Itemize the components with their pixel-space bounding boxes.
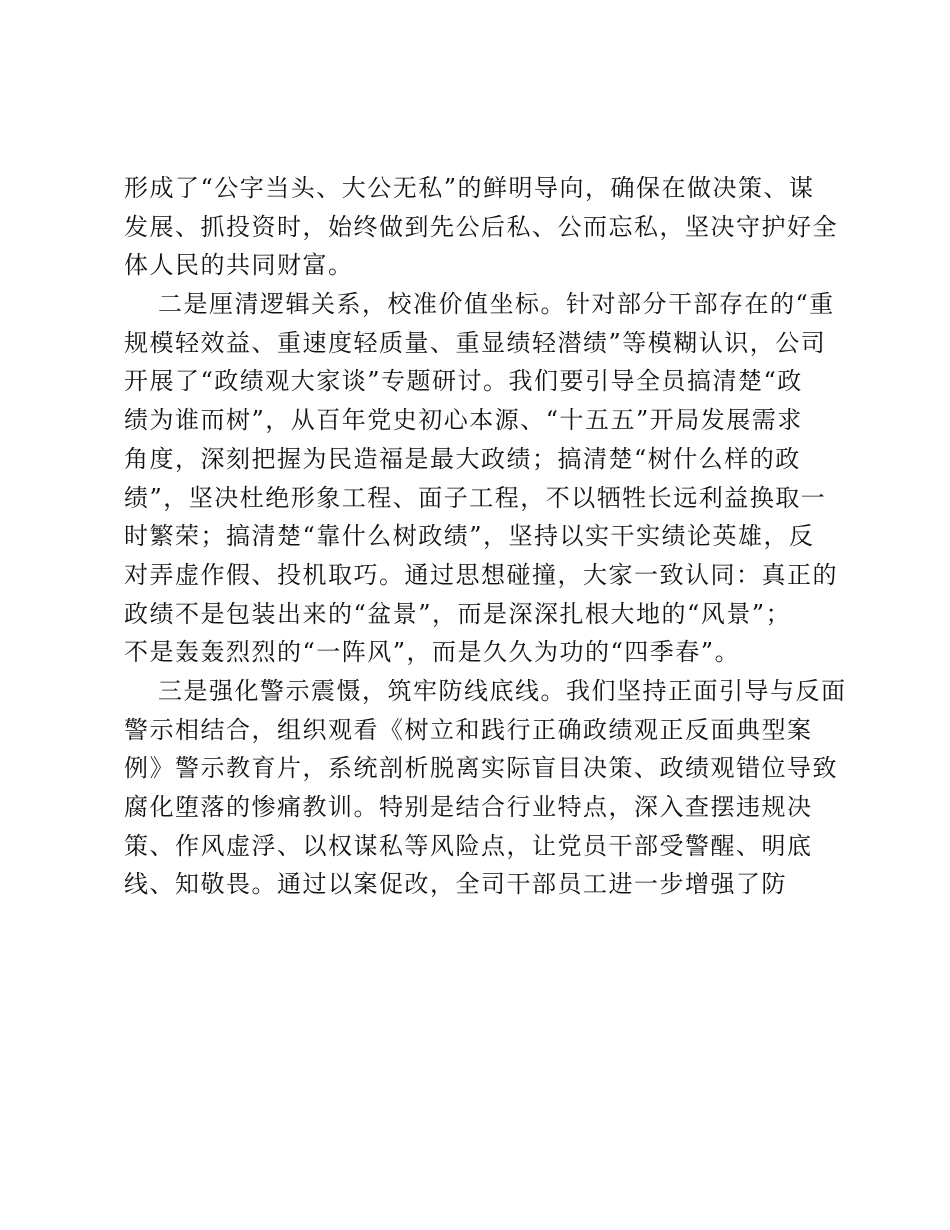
text-line: 规模轻效益、重速度轻质量、重显绩轻潜绩”等模糊认识，公司	[124, 328, 827, 357]
paragraph-3-first-line: 三是强化警示震慑，筑牢防线底线。我们坚持正面引导与反面	[158, 676, 847, 705]
text-line: 发展、抓投资时，始终做到先公后私、公而忘私，坚决守护好全	[124, 212, 838, 241]
text-line: 腐化堕落的惨痛教训。特别是结合行业特点，深入查摆违规决	[124, 793, 813, 821]
text-line: 警示相结合，组织观看《树立和践行正确政绩观正反面典型案	[124, 715, 813, 744]
text-line: 绩为谁而树”，从百年党史初心本源、“十五五”开局发展需求	[124, 406, 803, 435]
text-line: 开展了“政绩观大家谈”专题研讨。我们要引导全员搞清楚“政	[124, 367, 803, 396]
text-line: 体人民的共同财富。	[124, 251, 354, 280]
paragraph-2-first-line: 二是厘清逻辑关系，校准价值坐标。针对部分干部存在的“重	[158, 290, 835, 319]
text-line: 绩”，坚决杜绝形象工程、面子工程，不以牺牲长远利益换取一	[124, 483, 827, 512]
text-line: 策、作风虚浮、以权谋私等风险点，让党员干部受警醒、明底	[124, 831, 813, 860]
text-line: 线、知敬畏。通过以案促改，全司干部员工进一步增强了防	[124, 870, 787, 899]
text-line: 角度，深刻把握为民造福是最大政绩；搞清楚“树什么样的政	[124, 444, 801, 473]
body-text	[124, 169, 847, 904]
text-line: 时繁荣；搞清楚“靠什么树政绩”，坚持以实干实绩论英雄，反	[124, 522, 815, 551]
text-line: 例》警示教育片，系统剖析脱离实际盲目决策、政绩观错位导致	[124, 754, 838, 783]
text-line: 形成了“公字当头、大公无私”的鲜明导向，确保在做决策、谋	[124, 174, 815, 202]
text-line: 政绩不是包装出来的“盆景”，而是深深扎根大地的“风景”；	[124, 599, 792, 628]
text-line: 对弄虚作假、投机取巧。通过思想碰撞，大家一致认同：真正的	[124, 560, 838, 589]
text-line: 不是轰轰烈烈的“一阵风”，而是久久为功的“四季春”。	[124, 638, 741, 667]
